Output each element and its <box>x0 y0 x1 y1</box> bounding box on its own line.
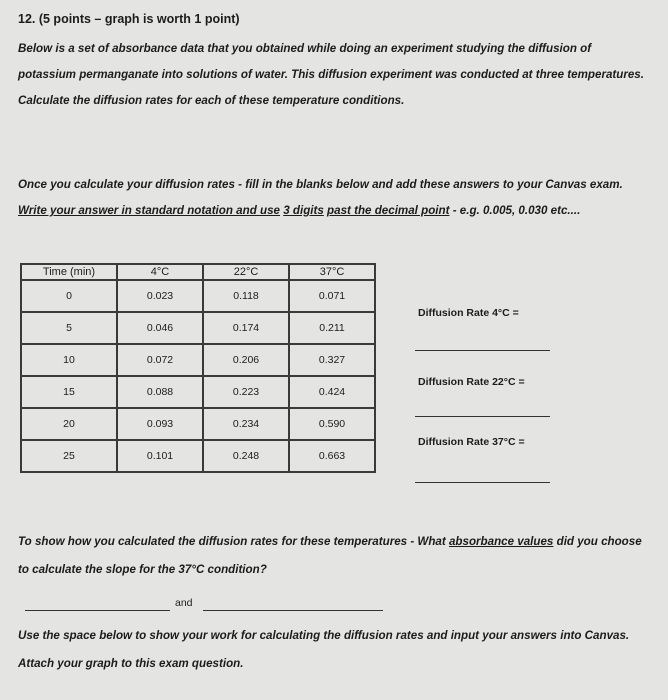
question-title: 12. (5 points – graph is worth 1 point) <box>18 12 240 26</box>
cell-4c: 0.093 <box>117 408 203 440</box>
cell-22c: 0.206 <box>203 344 289 376</box>
cell-22c: 0.234 <box>203 408 289 440</box>
work-instruction: Use the space below to show your work for calculating the diffusion rates and input your answers into Canvas. Attach your graph to this exam question. <box>18 629 630 670</box>
and-word: and <box>175 597 193 609</box>
question-intro: Below is a set of absorbance data that you obtained while doing an experiment studying the diffusion of potassium permanganate into solutions of water. This diffusion experiment was conducted at three temperatures. Calculate the diffusion rates for each of these temperature conditions. <box>18 42 644 107</box>
table-row <box>21 376 375 408</box>
rate-blank-22c[interactable] <box>415 416 550 417</box>
cell-time: 10 <box>21 344 117 376</box>
absorbance-blank-2[interactable] <box>203 610 383 611</box>
header-4c: 4°C <box>117 264 203 280</box>
cell-4c: 0.023 <box>117 280 203 312</box>
cell-37c: 0.327 <box>289 344 375 376</box>
header-time: Time (min) <box>21 264 117 280</box>
cell-22c: 0.118 <box>203 280 289 312</box>
cell-37c: 0.424 <box>289 376 375 408</box>
cell-37c: 0.663 <box>289 440 375 472</box>
rate-blank-37c[interactable] <box>415 482 550 483</box>
cell-4c: 0.088 <box>117 376 203 408</box>
table-header-row <box>21 264 375 280</box>
instruction-example: - e.g. 0.005, 0.030 etc.... <box>452 204 581 217</box>
table-row <box>21 312 375 344</box>
absorbance-table <box>20 263 376 473</box>
cell-time: 15 <box>21 376 117 408</box>
cell-37c: 0.211 <box>289 312 375 344</box>
table-row <box>21 344 375 376</box>
cell-time: 0 <box>21 280 117 312</box>
cell-time: 25 <box>21 440 117 472</box>
followup-text-2: did you choose to calculate the slope for the 37°C condition? <box>18 535 642 576</box>
rate-label-22c: Diffusion Rate 22°C = <box>418 376 525 388</box>
header-22c: 22°C <box>203 264 289 280</box>
cell-time: 20 <box>21 408 117 440</box>
cell-37c: 0.071 <box>289 280 375 312</box>
instruction-underlined-3: past the decimal point <box>327 204 450 217</box>
instruction-underlined-2: 3 digits <box>283 204 324 217</box>
cell-37c: 0.590 <box>289 408 375 440</box>
cell-time: 5 <box>21 312 117 344</box>
table-row <box>21 440 375 472</box>
followup-underlined: absorbance values <box>448 535 554 548</box>
question-instructions <box>18 172 648 224</box>
rate-blank-4c[interactable] <box>415 350 550 351</box>
cell-22c: 0.174 <box>203 312 289 344</box>
cell-4c: 0.101 <box>117 440 203 472</box>
cell-4c: 0.072 <box>117 344 203 376</box>
cell-22c: 0.248 <box>203 440 289 472</box>
cell-4c: 0.046 <box>117 312 203 344</box>
table-row <box>21 408 375 440</box>
table-row <box>21 280 375 312</box>
instruction-underlined-1: Write your answer in standard notation and use <box>18 204 280 217</box>
followup-text-1: To show how you calculated the diffusion rates for these temperatures - What <box>18 535 446 548</box>
rate-label-37c: Diffusion Rate 37°C = <box>418 436 525 448</box>
instruction-plain: Once you calculate your diffusion rates - fill in the blanks below and add these answers to your Canvas exam. <box>18 178 623 191</box>
followup-question <box>18 528 648 584</box>
absorbance-blank-1[interactable] <box>25 610 170 611</box>
header-37c: 37°C <box>289 264 375 280</box>
rate-label-4c: Diffusion Rate 4°C = <box>418 307 519 319</box>
cell-22c: 0.223 <box>203 376 289 408</box>
